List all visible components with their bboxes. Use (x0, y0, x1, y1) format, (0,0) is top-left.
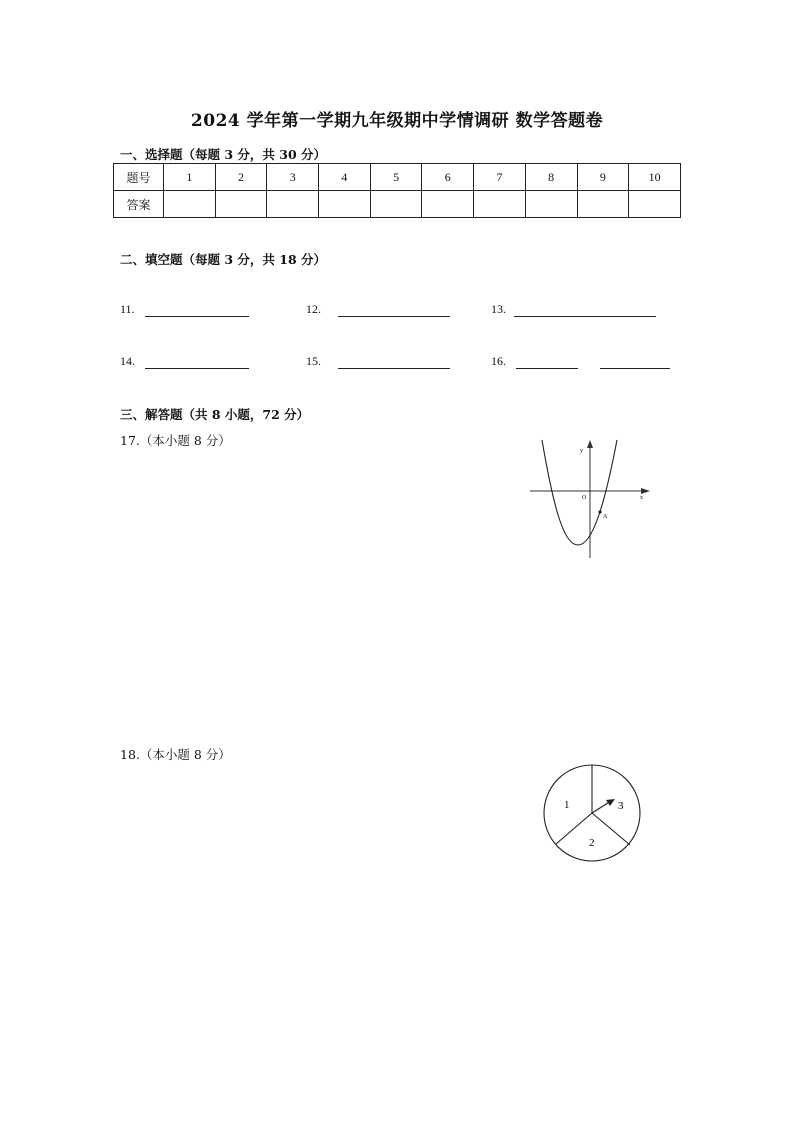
spinner-label-1: 1 (564, 799, 570, 811)
spinner-label-2: 2 (589, 837, 595, 849)
answer-number-4: 4 (319, 164, 371, 191)
blank-number-14: 14. (120, 354, 135, 368)
blank-number-12: 12. (306, 302, 321, 316)
blank-line-16b[interactable] (600, 368, 670, 369)
answer-table (113, 163, 681, 218)
answer-cell-7[interactable] (474, 191, 526, 218)
spinner-label-3: 3 (618, 800, 624, 812)
parabola-curve (542, 440, 617, 545)
answer-cell-1[interactable] (164, 191, 216, 218)
x-axis-label: x (640, 495, 643, 501)
blank-line-11[interactable] (145, 316, 249, 317)
blank-number-13: 13. (491, 302, 506, 316)
question-17-label: 17.（本小题 8 分） (120, 433, 231, 448)
y-axis-label: y (580, 448, 583, 454)
section1-heading: 一、选择题（每题 3 分，共 30 分） (120, 147, 327, 162)
x-axis-arrow-icon (641, 488, 650, 494)
blank-number-11: 11. (120, 302, 135, 316)
answer-number-7: 7 (474, 164, 526, 191)
page-title: 2024 学年第一学期九年级期中学情调研 数学答题卷 (190, 111, 604, 131)
answer-number-3: 3 (267, 164, 319, 191)
spinner-divider-left (556, 813, 592, 844)
answer-cell-9[interactable] (577, 191, 629, 218)
answer-number-8: 8 (525, 164, 577, 191)
answer-table-row1-label: 题号 (114, 164, 164, 191)
point-a (598, 510, 601, 513)
blank-line-14[interactable] (145, 368, 249, 369)
blank-line-15[interactable] (338, 368, 450, 369)
y-axis-arrow-icon (587, 440, 593, 448)
spinner-diagram (541, 764, 645, 862)
section3-heading: 三、解答题（共 8 小题，72 分） (120, 407, 310, 422)
answer-table-answer-row (114, 191, 681, 218)
answer-cell-2[interactable] (215, 191, 267, 218)
answer-number-10: 10 (629, 164, 681, 191)
blank-number-15: 15. (306, 354, 321, 368)
answer-table-row2-label: 答案 (114, 191, 164, 218)
origin-label: O (582, 495, 587, 501)
blank-line-13[interactable] (514, 316, 656, 317)
answer-number-1: 1 (164, 164, 216, 191)
blank-number-16: 16. (491, 354, 506, 368)
blank-line-12[interactable] (338, 316, 450, 317)
answer-cell-8[interactable] (525, 191, 577, 218)
answer-number-2: 2 (215, 164, 267, 191)
answer-cell-10[interactable] (629, 191, 681, 218)
answer-cell-6[interactable] (422, 191, 474, 218)
pointer-arrow-icon (606, 799, 615, 806)
point-a-label: A (603, 514, 608, 520)
answer-cell-3[interactable] (267, 191, 319, 218)
answer-number-6: 6 (422, 164, 474, 191)
section2-heading: 二、填空题（每题 3 分，共 18 分） (120, 252, 327, 267)
answer-table-number-row (114, 164, 681, 191)
answer-number-5: 5 (370, 164, 422, 191)
question-18-label: 18.（本小题 8 分） (120, 747, 231, 762)
answer-number-9: 9 (577, 164, 629, 191)
parabola-graph (528, 438, 653, 560)
blank-line-16a[interactable] (516, 368, 578, 369)
answer-cell-5[interactable] (370, 191, 422, 218)
answer-cell-4[interactable] (319, 191, 371, 218)
spinner-divider-right (592, 813, 630, 845)
